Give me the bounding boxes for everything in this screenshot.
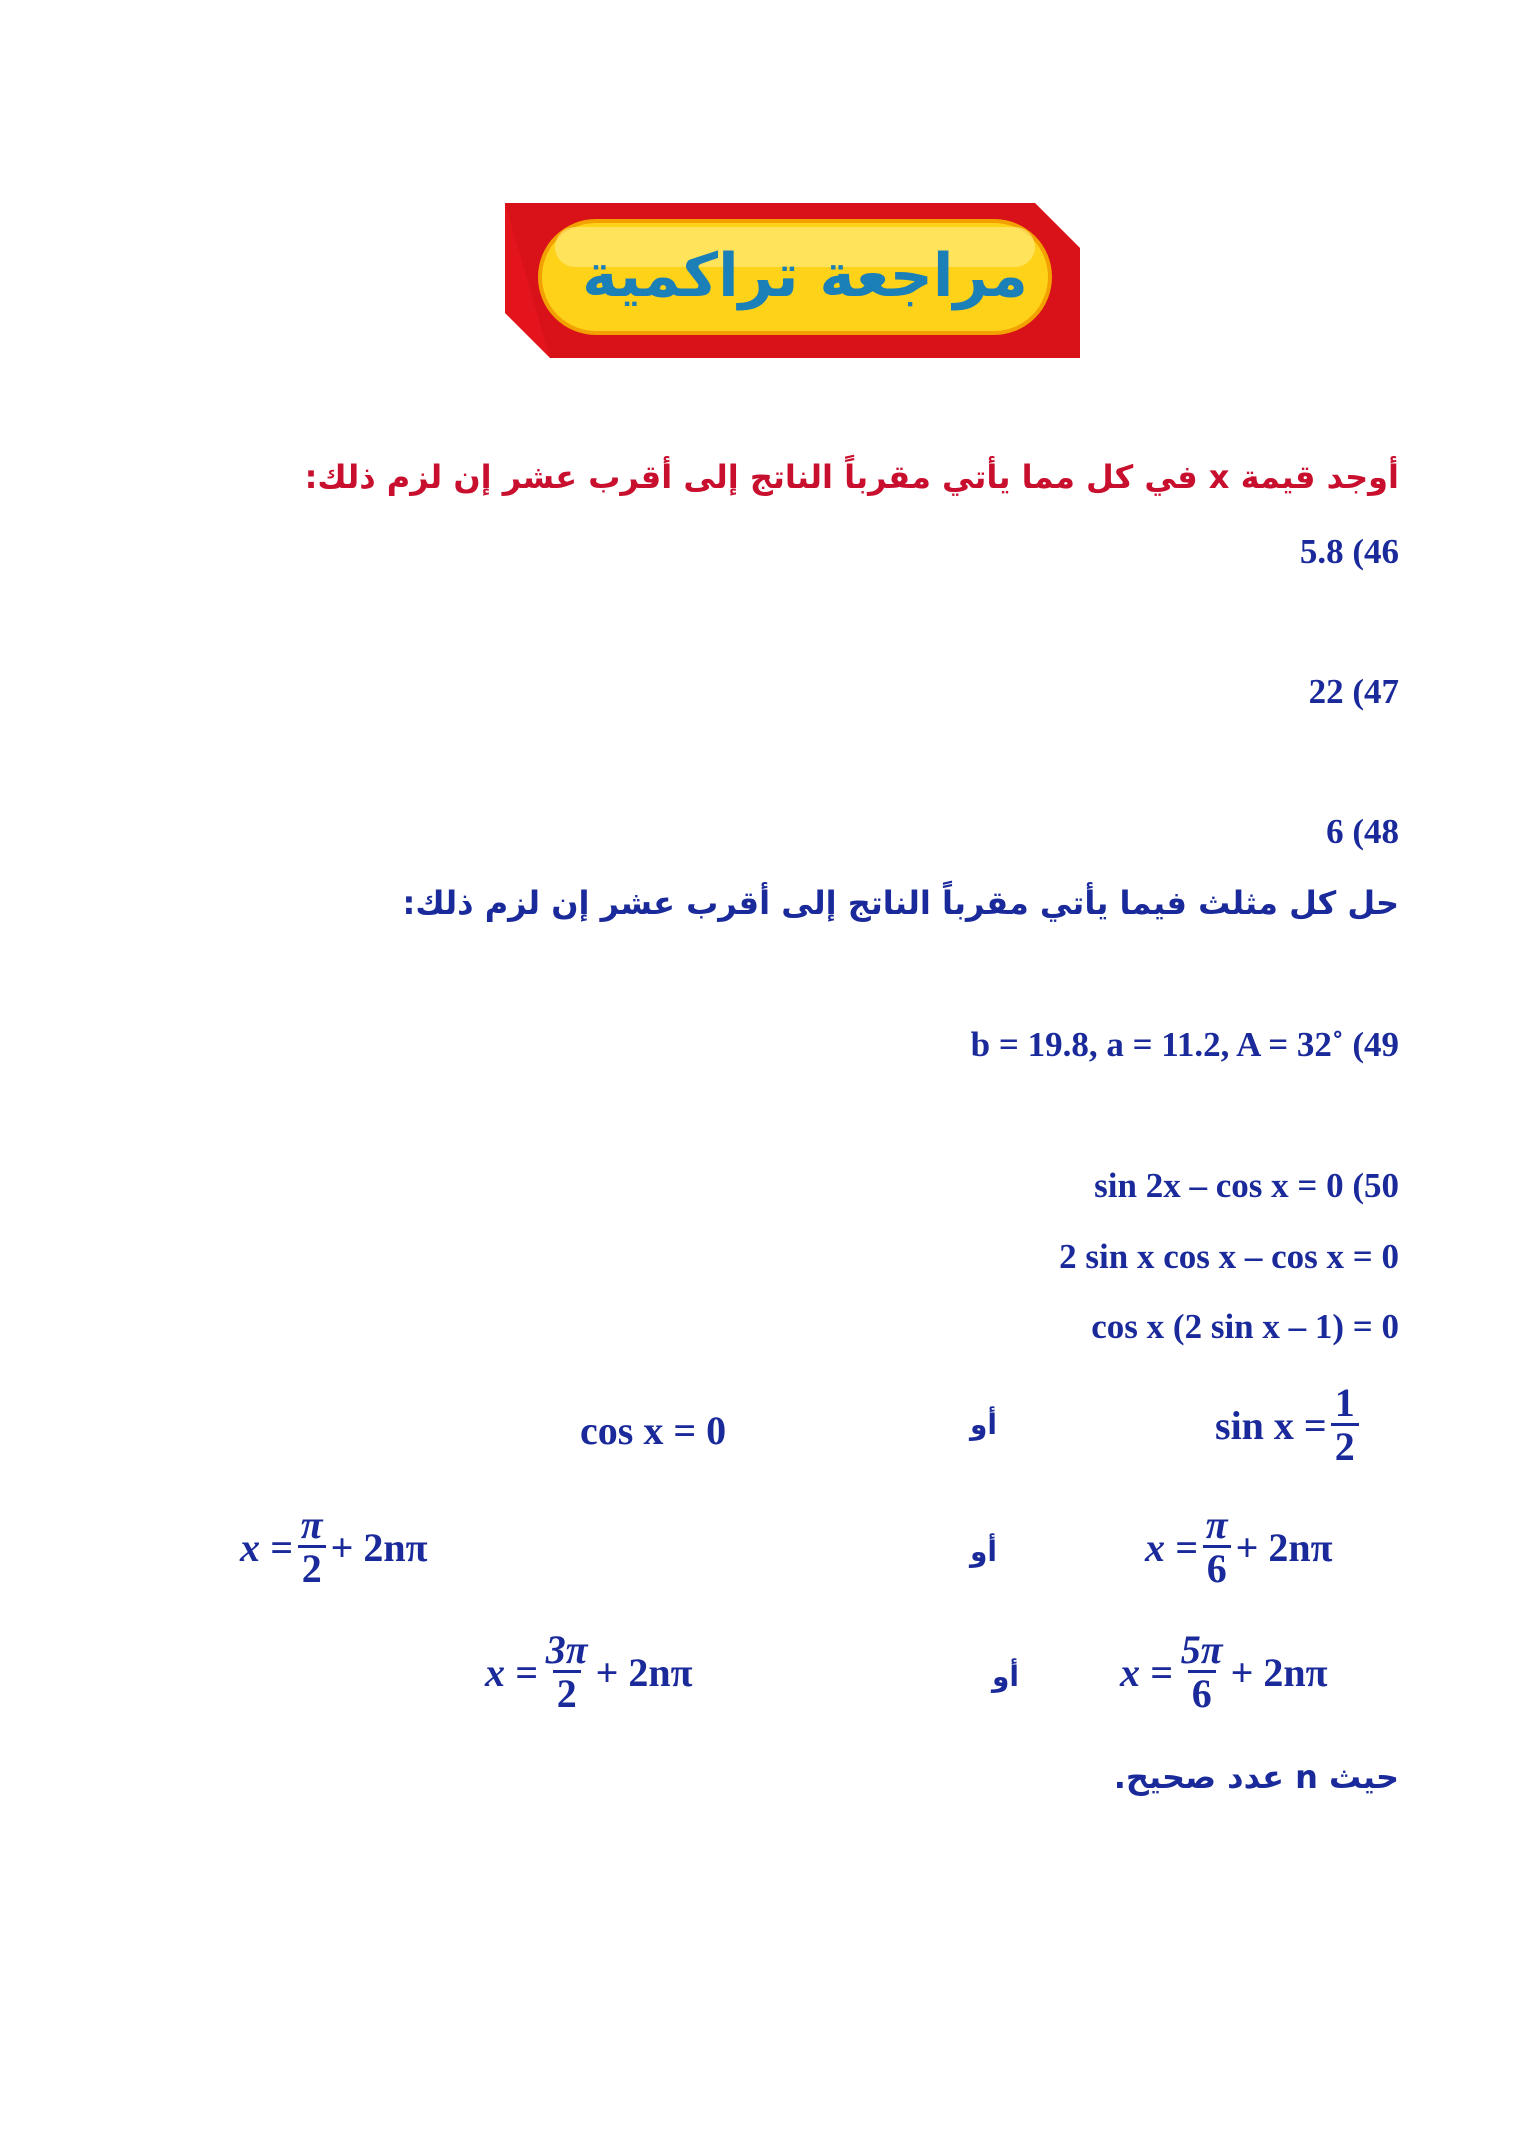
eq-sin-x-half xyxy=(1215,1380,1363,1469)
numerator: 5π xyxy=(1180,1627,1223,1672)
eq-tail: + 2nπ xyxy=(1235,1525,1333,1570)
fraction xyxy=(297,1502,327,1591)
eq-x-pi-over-2 xyxy=(240,1502,428,1591)
fraction xyxy=(1202,1502,1232,1591)
problem-50: sin 2x – cos x = 0 (50 xyxy=(1094,1166,1399,1205)
numerator: π xyxy=(1205,1502,1228,1547)
or-word: أو xyxy=(970,1408,998,1441)
section-banner xyxy=(505,203,1080,358)
numerator: 3π xyxy=(545,1627,588,1672)
eq-lhs: x = xyxy=(485,1650,538,1695)
or-word: أو xyxy=(970,1535,998,1568)
eq-tail: + 2nπ xyxy=(330,1525,428,1570)
eq-lhs: sin x = xyxy=(1215,1403,1327,1448)
problem-49: b = 19.8, a = 11.2, A = 32˚ (49 xyxy=(970,1025,1399,1064)
solution-step-2: cos x (2 sin x – 1) = 0 xyxy=(1091,1307,1399,1346)
eq-lhs: x = xyxy=(1120,1650,1173,1695)
problem-46: 5.8 (46 xyxy=(1299,532,1399,571)
banner-title: مراجعة تراكمية xyxy=(582,241,1028,311)
integer-note: حيث n عدد صحيح. xyxy=(1113,1758,1399,1796)
instruction-solve-triangle: حل كل مثلث فيما يأتي مقرباً الناتج إلى أقرب عشر إن لزم ذلك: xyxy=(402,884,1399,922)
denominator: 2 xyxy=(298,1545,326,1590)
eq-lhs: x = xyxy=(240,1525,293,1570)
fraction xyxy=(542,1627,592,1716)
eq-x-3pi-over-2 xyxy=(485,1627,693,1716)
eq-lhs: x = xyxy=(1145,1525,1198,1570)
denominator: 6 xyxy=(1188,1670,1216,1715)
solution-step-1: 2 sin x cos x – cos x = 0 xyxy=(1059,1237,1399,1276)
denominator: 2 xyxy=(553,1670,581,1715)
or-word: أو xyxy=(992,1660,1020,1693)
denominator: 6 xyxy=(1203,1545,1231,1590)
eq-x-pi-over-6 xyxy=(1145,1502,1333,1591)
problem-47: 22 (47 xyxy=(1308,672,1399,711)
problem-48: 6 (48 xyxy=(1326,812,1399,851)
fraction xyxy=(1331,1380,1359,1469)
eq-x-5pi-over-6 xyxy=(1120,1627,1328,1716)
eq-tail: + 2nπ xyxy=(1230,1650,1328,1695)
denominator: 2 xyxy=(1331,1423,1359,1468)
instruction-find-x: أوجد قيمة x في كل مما يأتي مقرباً الناتج إلى أقرب عشر إن لزم ذلك: xyxy=(304,458,1399,496)
numerator: π xyxy=(300,1502,323,1547)
fraction xyxy=(1177,1627,1227,1716)
eq-cos-x-zero: cos x = 0 xyxy=(580,1408,727,1453)
numerator: 1 xyxy=(1334,1380,1355,1425)
eq-tail: + 2nπ xyxy=(595,1650,693,1695)
